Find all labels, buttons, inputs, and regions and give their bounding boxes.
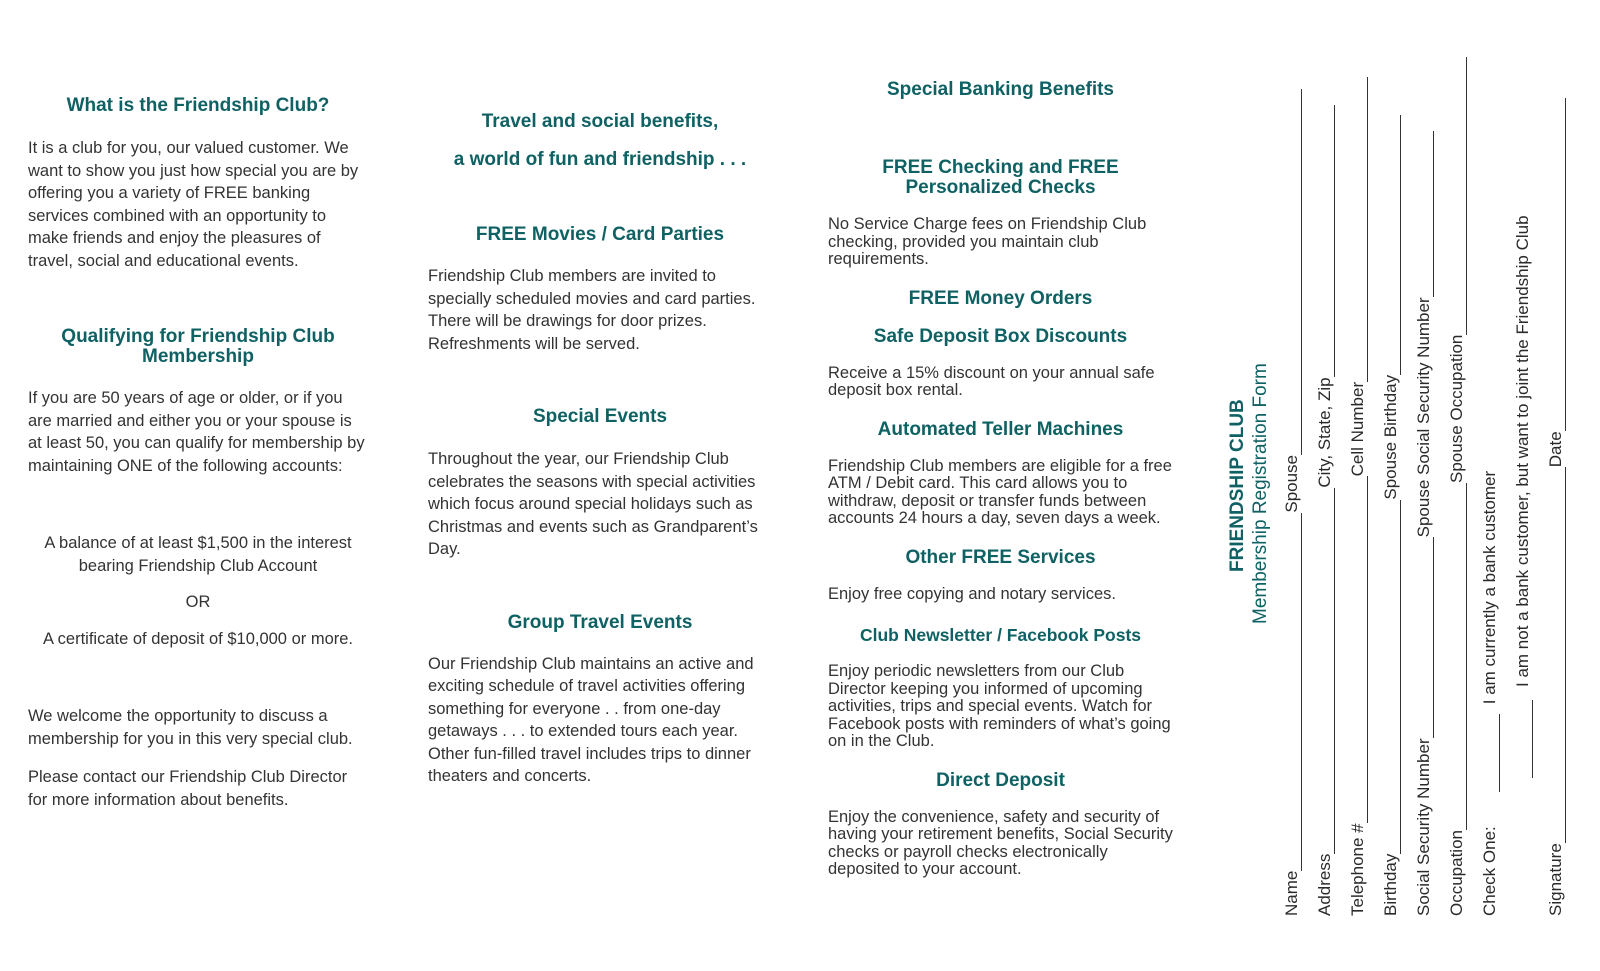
text-checking: No Service Charge fees on Friendship Club checking, provided you maintain club requirements. <box>828 215 1147 268</box>
label-cell: Cell Number <box>1348 381 1367 477</box>
field-birthday[interactable] <box>1381 115 1401 916</box>
label-spouse-birthday: Spouse Birthday <box>1381 374 1400 500</box>
label-spouse: Spouse <box>1282 454 1301 513</box>
field-name-spouse[interactable] <box>1282 89 1302 916</box>
label-telephone: Telephone # <box>1348 823 1367 916</box>
heading-safe-deposit: Safe Deposit Box Discounts <box>873 325 1128 347</box>
field-address-city[interactable] <box>1315 105 1335 916</box>
text-movies: Friendship Club members are invited to specially scheduled movies and card parties. There will be drawings for door prizes. Refreshments will be served. <box>428 267 756 353</box>
input-ssn[interactable] <box>1419 537 1434 738</box>
field-occupation[interactable] <box>1447 57 1467 916</box>
label-birthday: Birthday <box>1381 853 1400 916</box>
field-not-customer <box>1513 215 1533 778</box>
heading-group-travel: Group Travel Events <box>507 611 693 633</box>
input-signature[interactable] <box>1551 467 1566 843</box>
heading-direct-deposit: Direct Deposit <box>936 769 1065 791</box>
field-signature-date[interactable] <box>1546 98 1566 916</box>
label-date: Date <box>1546 431 1565 468</box>
input-date[interactable] <box>1551 98 1566 431</box>
text-welcome: We welcome the opportunity to discuss a membership for you in this very special club. <box>28 707 353 748</box>
text-qualifying: If you are 50 years of age or older, or if you are married and either you or your spouse is at least 50, you can qualify for membership by maintaining ONE of the following accounts: <box>28 389 365 475</box>
form-title: FRIENDSHIP CLUB <box>1227 399 1248 572</box>
input-cell[interactable] <box>1353 77 1368 382</box>
text-group-travel: Our Friendship Club maintains an active and exciting schedule of travel activities offering something for everyone . . from one-day getaways . . . to extended tours each year. Other fun-filled travel includes trips to dinner theaters and concerts. <box>428 654 754 785</box>
label-spouse-occupation: Spouse Occupation <box>1447 334 1466 483</box>
text-or: OR <box>185 593 211 611</box>
text-special-events: Throughout the year, our Friendship Club celebrates the seasons with special activities which focus around special holidays such as Christmas and events such as Grandparent’s Day. <box>428 450 758 558</box>
field-check-one <box>1480 471 1500 916</box>
heading-special-events: Special Events <box>532 406 668 427</box>
text-safe-deposit: Receive a 15% discount on your annual safe deposit box rental. <box>828 363 1155 399</box>
heading-other-services: Other FREE Services <box>905 546 1096 568</box>
label-city: City, State, Zip <box>1315 377 1334 488</box>
column-about <box>28 96 368 811</box>
checkbox-current-customer[interactable] <box>1485 714 1500 792</box>
column-social <box>428 112 772 788</box>
field-telephone-cell[interactable] <box>1348 77 1368 916</box>
heading-travel-1: Travel and social benefits, <box>481 111 719 132</box>
label-not-customer: I am not a bank customer, but want to joint the Friendship Club <box>1513 215 1532 687</box>
text-newsletter: Enjoy periodic newsletters from our Club Director keeping you informed of upcoming activities, trips and special events. Watch for Facebook posts with reminders of what’s going on in the Club. <box>828 662 1171 750</box>
checkbox-not-customer[interactable] <box>1518 700 1533 778</box>
input-spouse-birthday[interactable] <box>1386 115 1401 375</box>
text-option-balance: A balance of at least $1,500 in the interest bearing Friendship Club Account <box>44 534 352 575</box>
label-name: Name <box>1282 870 1301 916</box>
text-option-cd: A certificate of deposit of $10,000 or more. <box>42 629 353 648</box>
input-telephone[interactable] <box>1353 476 1368 823</box>
heading-movies: FREE Movies / Card Parties <box>475 224 725 245</box>
text-atm: Friendship Club members are eligible for a free ATM / Debit card. This card allows you to withdraw, deposit or transfer funds between accounts 24 hours a day, seven days a week. <box>828 456 1172 527</box>
text-other-services: Enjoy free copying and notary services. <box>828 584 1116 603</box>
label-address: Address <box>1315 853 1334 916</box>
text-direct-deposit: Enjoy the convenience, safety and security of having your retirement benefits, Social Security checks or payroll checks electronically deposited to your account. <box>828 807 1173 878</box>
heading-qualifying: Qualifying for Friendship Club Membership <box>61 326 335 367</box>
input-address[interactable] <box>1320 488 1335 854</box>
label-spouse-ssn: Spouse Social Security Number <box>1414 297 1433 538</box>
input-spouse-ssn[interactable] <box>1419 131 1434 297</box>
field-ssn[interactable] <box>1414 131 1434 916</box>
heading-newsletter: Club Newsletter / Facebook Posts <box>859 625 1142 645</box>
label-occupation: Occupation <box>1447 830 1466 916</box>
label-ssn: Social Security Number <box>1414 738 1433 916</box>
label-current-customer: I am currently a bank customer <box>1480 470 1499 705</box>
input-spouse[interactable] <box>1287 89 1302 455</box>
text-what-is: It is a club for you, our valued customer. We want to show you just how special you are by offering you a variety of FREE banking services combined with an opportunity to make friends and enjoy the pleasures of travel, social and educational events. <box>28 139 359 270</box>
heading-travel-2: a world of fun and friendship . . . <box>453 149 747 170</box>
input-spouse-occupation[interactable] <box>1452 57 1467 335</box>
label-check-one: Check One: <box>1480 826 1499 916</box>
heading-money-orders: FREE Money Orders <box>908 287 1093 309</box>
input-occupation[interactable] <box>1452 483 1467 830</box>
input-city[interactable] <box>1320 105 1335 377</box>
heading-checking: FREE Checking and FREE Personalized Checks <box>882 157 1119 198</box>
input-name[interactable] <box>1287 513 1302 871</box>
input-birthday[interactable] <box>1386 500 1401 854</box>
heading-banking: Special Banking Benefits <box>886 79 1114 100</box>
heading-what-is: What is the Friendship Club? <box>66 95 330 116</box>
text-contact: Please contact our Friendship Club Director for more information about benefits. <box>28 768 348 809</box>
form-subtitle: Membership Registration Form <box>1250 363 1271 624</box>
label-signature: Signature <box>1546 843 1565 916</box>
column-banking <box>828 80 1173 879</box>
heading-atm: Automated Teller Machines <box>877 418 1124 440</box>
